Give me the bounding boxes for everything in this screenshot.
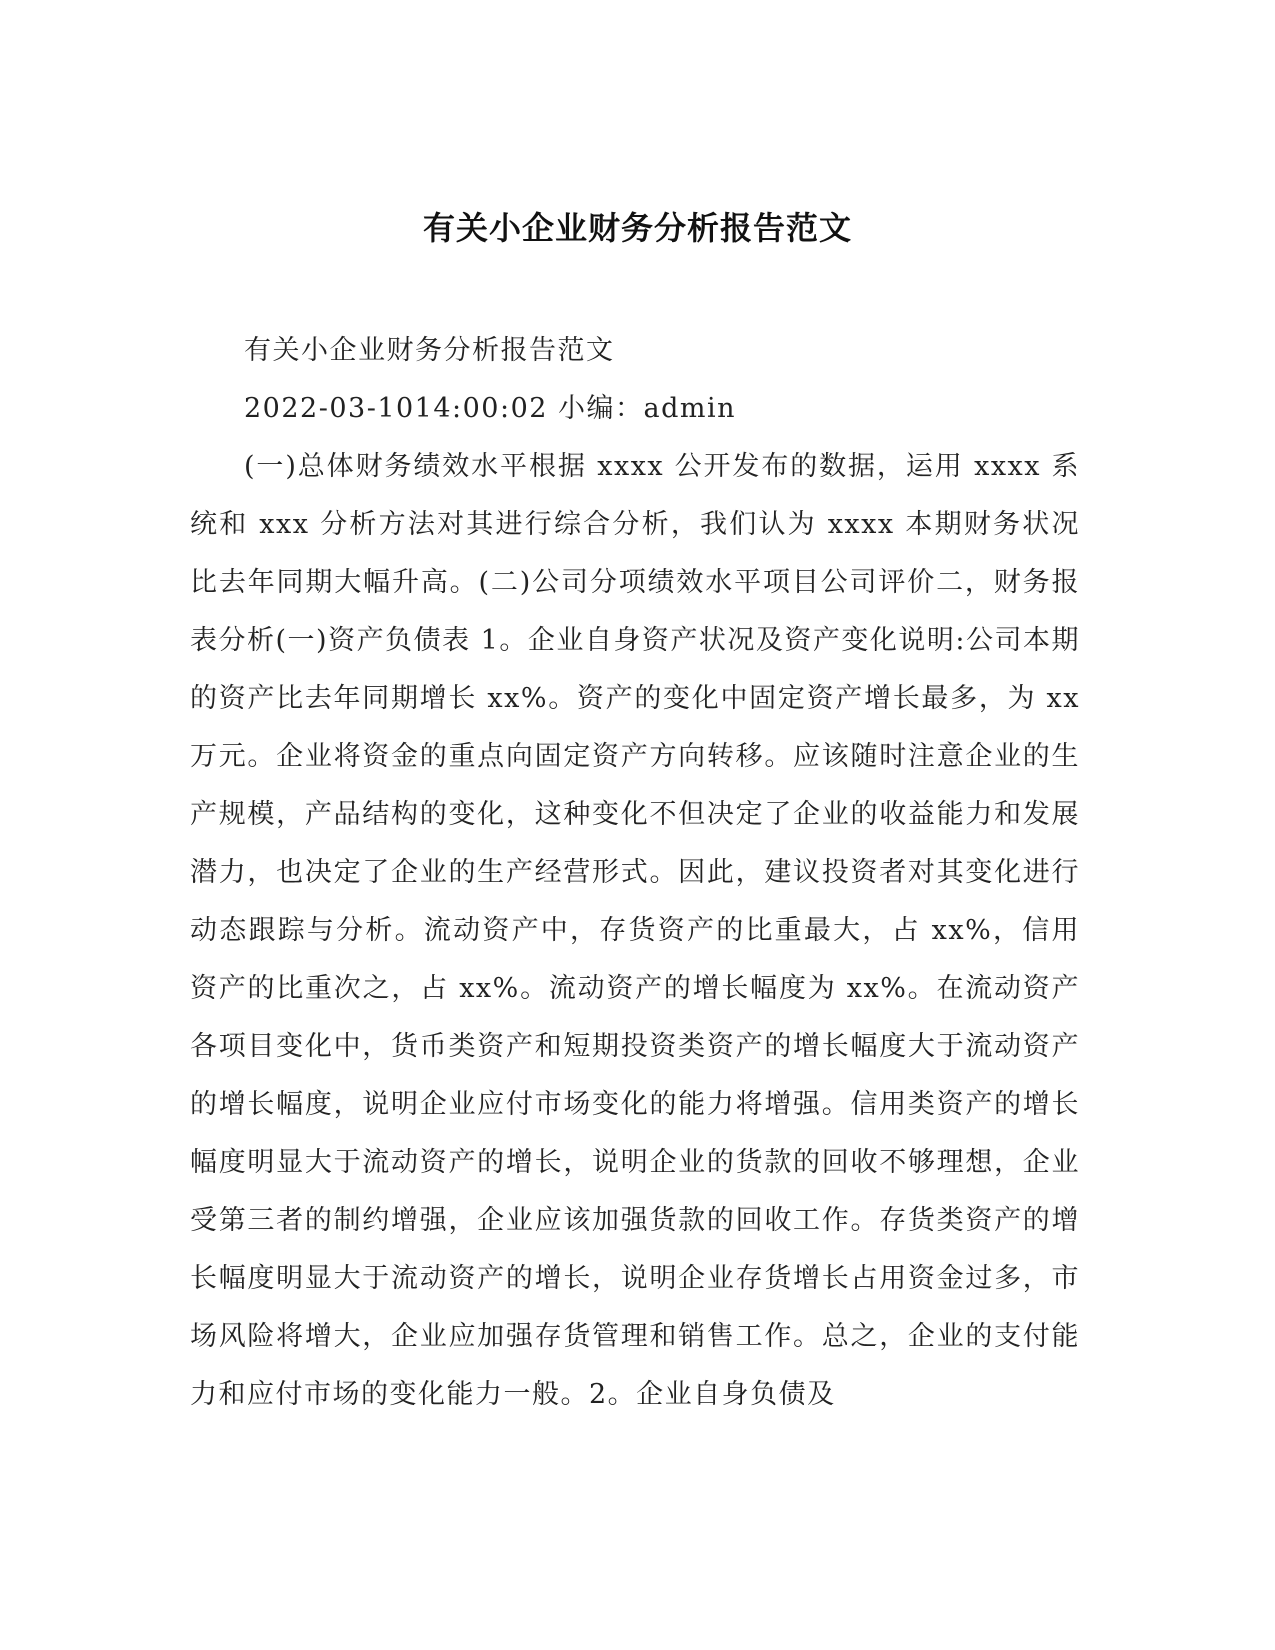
document-paragraph: (一)总体财务绩效水平根据 xxxx 公开发布的数据，运用 xxxx 系统和 xxx 分析方法对其进行综合分析，我们认为 xxxx 本期财务状况比去年同期大幅升高。(二)公司分项绩效水平项目公司评价二，财务报表分析(一)资产负债表 1。企业自身资产状况及资产变化说明:公司本期的资产比去年同期增长 xx%。资产的变化中固定资产增长最多，为 xx 万元。企业将资金的重点向固定资产方向转移。应该随时注意企业的生产规模，产品结构的变化，这种变化不但决定了企业的收益能力和发展潜力，也决定了企业的生产经营形式。因此，建议投资者对其变化进行动态跟踪与分析。流动资产中，存货资产的比重最大，占 xx%，信用资产的比重次之，占 xx%。流动资产的增长幅度为 xx%。在流动资产各项目变化中，货币类资产和短期投资类资产的增长幅度大于流动资产的增长幅度，说明企业应付市场变化的能力将增强。信用类资产的增长幅度明显大于流动资产的增长，说明企业的货款的回收不够理想，企业受第三者的制约增强，企业应该加强货款的回收工作。存货类资产的增长幅度明显大于流动资产的增长，说明企业存货增长占用资金过多，市场风险将增大，企业应加强存货管理和销售工作。总之，企业的支付能力和应付市场的变化能力一般。2。企业自身负债及 <box>190 451 1080 1410</box>
document-subtitle: 有关小企业财务分析报告范文 <box>244 335 615 366</box>
document-title: 有关小企业财务分析报告范文 <box>422 209 852 247</box>
document-meta-line: 2022-03-1014:00:02 小编：admin <box>244 393 737 424</box>
document-body <box>190 322 1080 1424</box>
